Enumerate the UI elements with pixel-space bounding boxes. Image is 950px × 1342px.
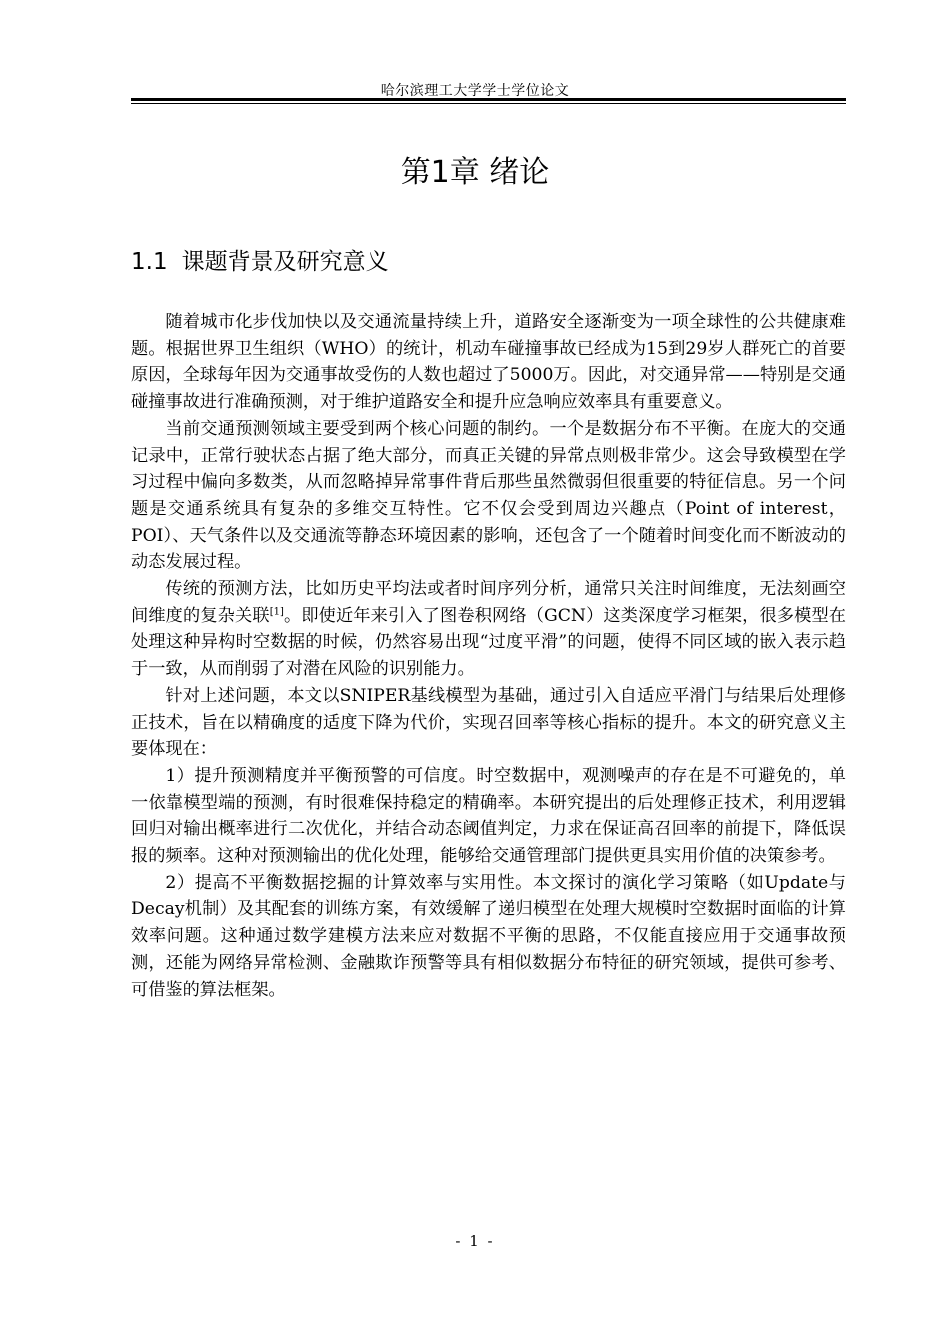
paragraph-3-text-a: 传统的预测方法，比如历史平均法或者时间序列分析，通常只关注时间维度，无法刻画空间维度的复杂关联 [131, 579, 846, 626]
paragraph-2: 当前交通预测领域主要受到两个核心问题的制约。一个是数据分布不平衡。在庞大的交通记录中，正常行驶状态占据了绝大部分，而真正关键的异常点则极非常少。这会导致模型在学习过程中偏向多数类，从而忽略掉异常事件背后那些虽然微弱但很重要的特征信息。另一个问题是交通系统具有复杂的多维交互特性。它不仅会受到周边兴趣点（Point of interest，POI）、天气条件以及交通流等静态环境因素的影响，还包含了一个随着时间变化而不断波动的动态发展过程。 [131, 418, 846, 573]
paragraph-4: 针对上述问题，本文以SNIPER基线模型为基础，通过引入自适应平滑门与结果后处理修正技术，旨在以精确度的适度下降为代价，实现召回率等核心指标的提升。本文的研究意义主要体现在： [131, 685, 846, 760]
running-header: 哈尔滨理工大学学士学位论文 [380, 83, 570, 99]
section-heading [131, 245, 389, 279]
page-number: - 1 - [455, 1232, 495, 1250]
section-number: 1.1 [131, 249, 168, 275]
paragraph-3-text-b: 。即使近年来引入了图卷积网络（GCN）这类深度学习框架，很多模型在处理这种异构时空数据的时候，仍然容易出现“过度平滑”的问题，使得不同区域的嵌入表示趋于一致，从而削弱了对潜在风险的识别能力。 [131, 605, 846, 680]
list-item-1: 1）提升预测精度并平衡预警的可信度。时空数据中，观测噪声的存在是不可避免的，单一依靠模型端的预测，有时很难保持稳定的精确率。本研究提出的后处理修正技术，利用逻辑回归对输出概率进行二次优化，并结合动态阈值判定，力求在保证高召回率的前提下，降低误报的频率。这种对预测输出的优化处理，能够给交通管理部门提供更具实用价值的决策参考。 [131, 765, 846, 867]
list-item-2: 2）提高不平衡数据挖掘的计算效率与实用性。本文探讨的演化学习策略（如Update与Decay机制）及其配套的训练方案，有效缓解了递归模型在处理大规模时空数据时面临的计算效率问题。这种通过数学建模方法来应对数据不平衡的思路，不仅能直接应用于交通事故预测，还能为网络异常检测、金融欺诈预警等具有相似数据分布特征的研究领域，提供可参考、可借鉴的算法框架。 [131, 872, 846, 1000]
chapter-title: 第1章 绪论 [400, 155, 550, 190]
paragraph-1: 随着城市化步伐加快以及交通流量持续上升，道路安全逐渐变为一项全球性的公共健康难题。根据世界卫生组织（WHO）的统计，机动车碰撞事故已经成为15到29岁人群死亡的首要原因，全球每年因为交通事故受伤的人数也超过了5000万。因此，对交通异常——特别是交通碰撞事故进行准确预测，对于维护道路安全和提升应急响应效率具有重要意义。 [131, 312, 846, 413]
paragraph-3 [131, 576, 846, 683]
header-rule-thin [131, 103, 846, 104]
header-rule [131, 98, 846, 101]
body-text [131, 309, 846, 1003]
citation-ref: [1] [269, 606, 284, 617]
section-title: 课题背景及研究意义 [181, 249, 389, 275]
